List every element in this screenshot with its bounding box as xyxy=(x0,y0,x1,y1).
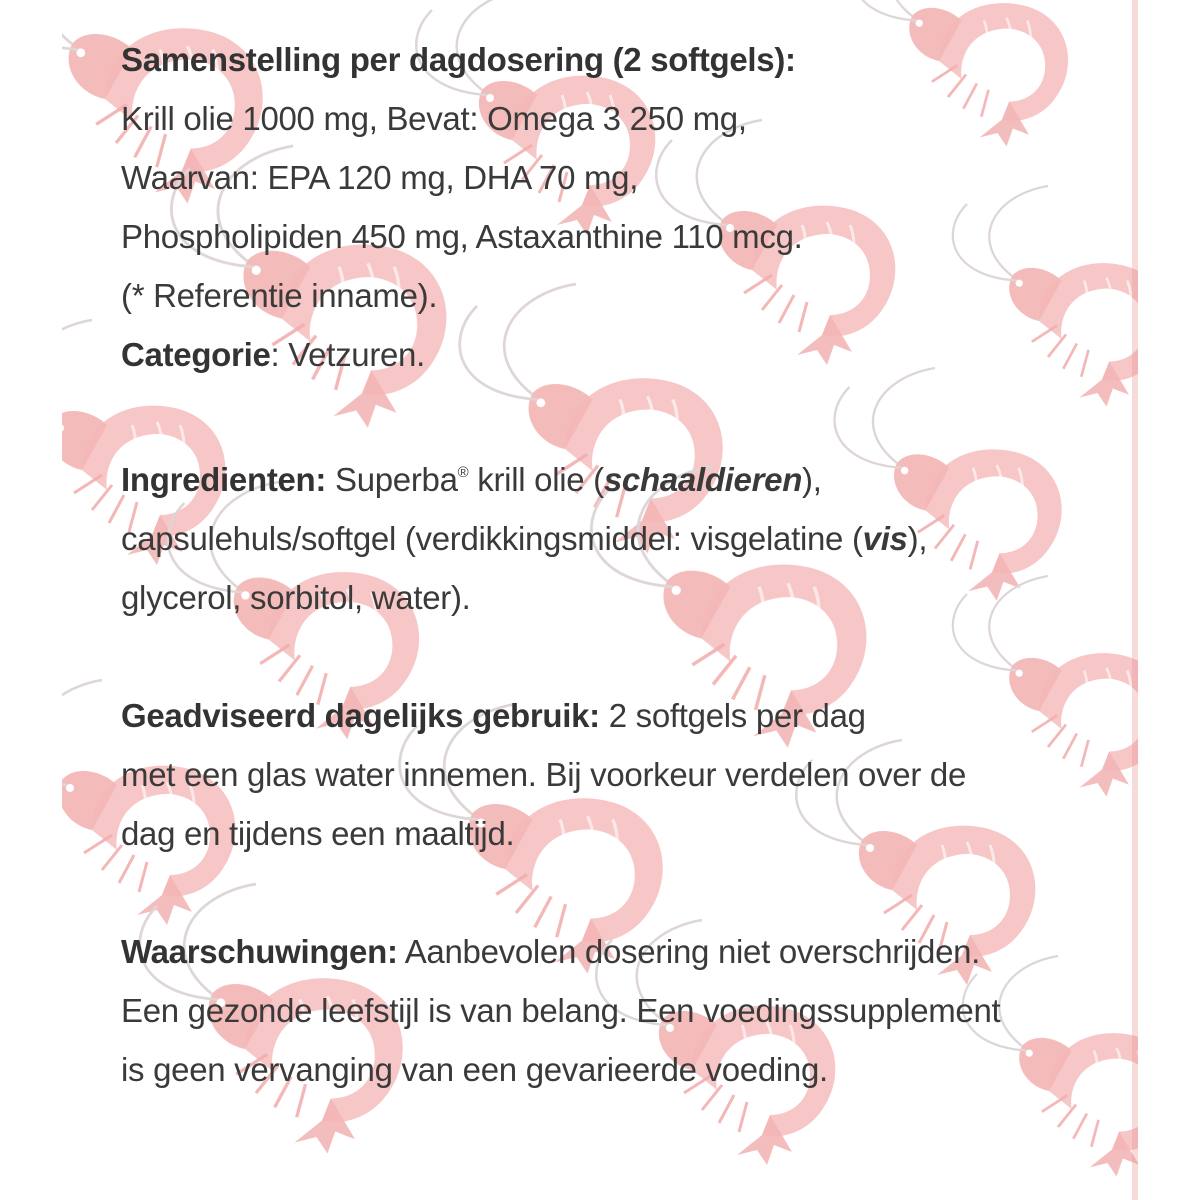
allergen-shellfish: schaaldieren xyxy=(603,461,803,498)
registered-mark: ® xyxy=(457,464,469,481)
warnings-dose: Aanbevolen dosering niet overschrijden. xyxy=(397,933,981,970)
category-label: Categorie xyxy=(121,336,271,373)
warnings-line-3: is geen vervanging van een gevarieerde voeding. xyxy=(121,1051,828,1088)
ingredients-section xyxy=(121,443,1121,627)
right-edge-shade xyxy=(1132,0,1138,1200)
usage-dose: 2 softgels per dag xyxy=(599,697,866,734)
ingredients-krill: krill olie ( xyxy=(468,461,604,498)
composition-line-3: Phospholipiden 450 mg, Astaxanthine 110 mcg. xyxy=(121,218,803,255)
usage-section xyxy=(121,686,1121,863)
category-line xyxy=(121,325,1121,384)
warnings-section xyxy=(121,922,1121,1099)
warnings-line-2: Een gezonde leefstijl is van belang. Een voedingssupplement xyxy=(121,992,1001,1029)
warnings-label: Waarschuwingen: xyxy=(121,933,398,970)
ingredients-line-2 xyxy=(121,509,1121,568)
usage-line-2: met een glas water innemen. Bij voorkeur verdelen over de xyxy=(121,756,967,793)
allergen-fish: vis xyxy=(862,520,908,557)
composition-section xyxy=(121,30,1121,384)
composition-line-2: Waarvan: EPA 120 mg, DHA 70 mg, xyxy=(121,159,639,196)
ingredients-brand: Superba xyxy=(326,461,458,498)
ingredients-line-3: glycerol, sorbitol, water). xyxy=(121,579,471,616)
warnings-line-1 xyxy=(121,922,1121,981)
usage-label: Geadviseerd dagelijks gebruik: xyxy=(121,697,600,734)
ingredients-line-1-end: ), xyxy=(802,461,822,498)
product-text xyxy=(121,30,1121,1099)
composition-line-4: (* Referentie inname). xyxy=(121,277,438,314)
ingredients-line-1 xyxy=(121,443,1121,509)
category-value: : Vetzuren. xyxy=(270,336,425,373)
composition-line-1: Krill olie 1000 mg, Bevat: Omega 3 250 mg, xyxy=(121,100,747,137)
usage-line-3: dag en tijdens een maaltijd. xyxy=(121,815,515,852)
ingredients-capsule: capsulehuls/softgel (verdikkingsmiddel: visgelatine ( xyxy=(121,520,863,557)
ingredients-label: Ingredienten: xyxy=(121,461,327,498)
usage-line-1 xyxy=(121,686,1121,745)
composition-heading: Samenstelling per dagdosering (2 softgels): xyxy=(121,41,796,78)
ingredients-line-2-end: ), xyxy=(907,520,928,557)
